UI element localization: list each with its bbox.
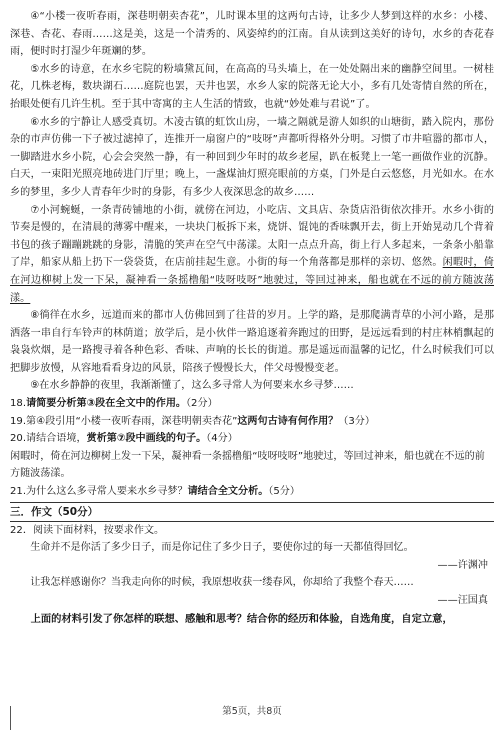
question-18-number: 18. [10, 398, 27, 410]
underlined-sentence: 闲暇时，倚在河边柳树上发一下呆，凝神看一条摇橹船“吱呀吱呀”地驶过，等回过神来，船也就在不远的前方随波荡漾。 [10, 257, 494, 304]
question-21 [10, 483, 494, 501]
paragraph-4: ④“小楼一夜听春雨，深巷明朝卖杏花”，儿时课本里的这两句古诗，让多少人梦到这样的水乡：小楼、深巷、杏花、春雨……这是美，这是一个清秀的、风姿绰约的江南。自从读到这美好的诗句，水乡的杏花春雨，便时时打湿少年斑斓的梦。 [10, 11, 494, 58]
question-19-bold: 这两句古诗有何作用？ [237, 415, 339, 427]
paragraph-6: ⑥水乡的宁静让人感受真切。木凌古镇的虹饮山房，一墙之隔就是游人如织的山塘街，踏入院内，那份杂的市声仿佛一下子被过滤掉了，连推开一扇窗户的“吱呀”声都听得格外分明。习惯了市井喧嚣的都市人，一脚踏进水乡小院，心会会突然一静，有一种回到少年时的故乡老屋，趴在板凳上一笔一画做作业的沉静。白天，一束阳光照亮地砖进门厅里；晚上，一盏煤油灯照亮眼前的方桌，门外是白云悠悠，月光如水。在水乡的梦里，多少人青春年少时的身影，有多少人夜深思念的故乡…… [10, 116, 494, 198]
essay-prompt: 上面的材料引发了你怎样的联想、感触和思考？结合你的经历和体验，自选角度，自定立意， [30, 612, 453, 625]
question-19 [10, 413, 494, 431]
question-18 [10, 395, 494, 413]
material-attribution-2: ——汪国真 [437, 595, 488, 606]
paragraph-7 [10, 202, 494, 308]
question-20-bold: 赏析第⑦段中画线的句子。 [86, 433, 207, 445]
question-20-score: （4分） [206, 433, 238, 445]
question-21-bold: 请结合全文分析。 [187, 486, 269, 498]
question-19-text: 19.第④段引用“小楼一夜听春雨，深巷明朝卖杏花” [10, 415, 238, 427]
question-22-intro: 22．阅读下面材料，按要求作文。 [10, 524, 165, 536]
material-quote-1: 生命并不是你活了多少日子，而是你记住了多少日子，要使你过的每一天都值得回忆。 [30, 542, 414, 554]
question-19-score: （3分） [338, 415, 375, 427]
question-21-score: （5分） [268, 486, 300, 498]
exam-page [10, 8, 494, 628]
page-number: 第5页，共8页 [222, 706, 282, 717]
paragraph-9: ⑨在水乡静静的夜里，我渐渐懂了，这么多寻常人为何要来水乡寻梦…… [30, 380, 354, 392]
paragraph-5: ⑤水乡的诗意，在水乡宅院的粉墙黛瓦间，在高高的马头墙上，在一处处隔出来的幽静空间里。一树桂花，几株老梅，数块湖石……庭院也罢，天井也罢，水乡人家的院落无论大小，多有几处寄情自然的所在，抬眼处便有几许生机。至于其中寄寓的主人生活的情致，也就“妙处难与君说”了。 [10, 63, 494, 110]
question-20-pre: 20.请结合语境， [10, 433, 87, 445]
section-title-essay: 三．作文（50分） [10, 502, 494, 522]
material-quote-2: 让我怎样感谢你？当我走向你的时候，我原想收获一缕春风，你却给了我整个春天…… [30, 577, 414, 589]
paragraph-8: ⑧徜徉在水乡，远道而来的都市人仿佛回到了往昔的岁月。上学的路，是那爬满青草的小河小路，是那洒落一串自行车铃声的林荫道；放学后，是小伙伴一路追逐着奔跑过的田野，是远远看到的村庄林梢飘起的袅袅炊烟，是一路搜寻着各种色彩、香味、声响的长长的街道。那是遥远而温馨的记忆，什么时候我们可以把脚步放慢，从容地看看身边的风景，陪孩子慢慢长大，伴父母慢慢变老。 [10, 310, 494, 374]
question-20-quote: 闲暇时，倚在河边柳树上发一下呆，凝神看一条摇橹船“吱呀吱呀”地驶过，等回过神来，船也就在不远的前方随波荡漾。 [10, 450, 485, 480]
question-18-text: 请简要分析第③段在全文中的作用。 [26, 398, 187, 410]
question-20 [10, 430, 494, 448]
question-18-score: （2分） [186, 398, 218, 410]
question-21-pre: 21.为什么这么多寻常人要来水乡寻梦？ [10, 486, 188, 498]
paragraph-7-text: ⑦小河蜿蜒，一条青砖铺地的小街，就傍在河边，小吃店、文具店、杂货店沿街依次排开。水乡小街的节奏是慢的，在清晨的薄雾中醒来，一块块门板拆下来，烧饼、馄饨的香味飘开去，街上开始晃动几个背着书包的孩子蹦蹦跳跳的身影，清脆的笑声在空气中荡漾。太阳一点点升高，街上行人多起来，一条条小船靠了岸，船家从船上扔下一袋袋货，在店前挂起生意。小街的每一个角落都是那样的亲切、悠然。 [10, 204, 494, 269]
material-attribution-1: ——许渊冲 [437, 559, 488, 571]
